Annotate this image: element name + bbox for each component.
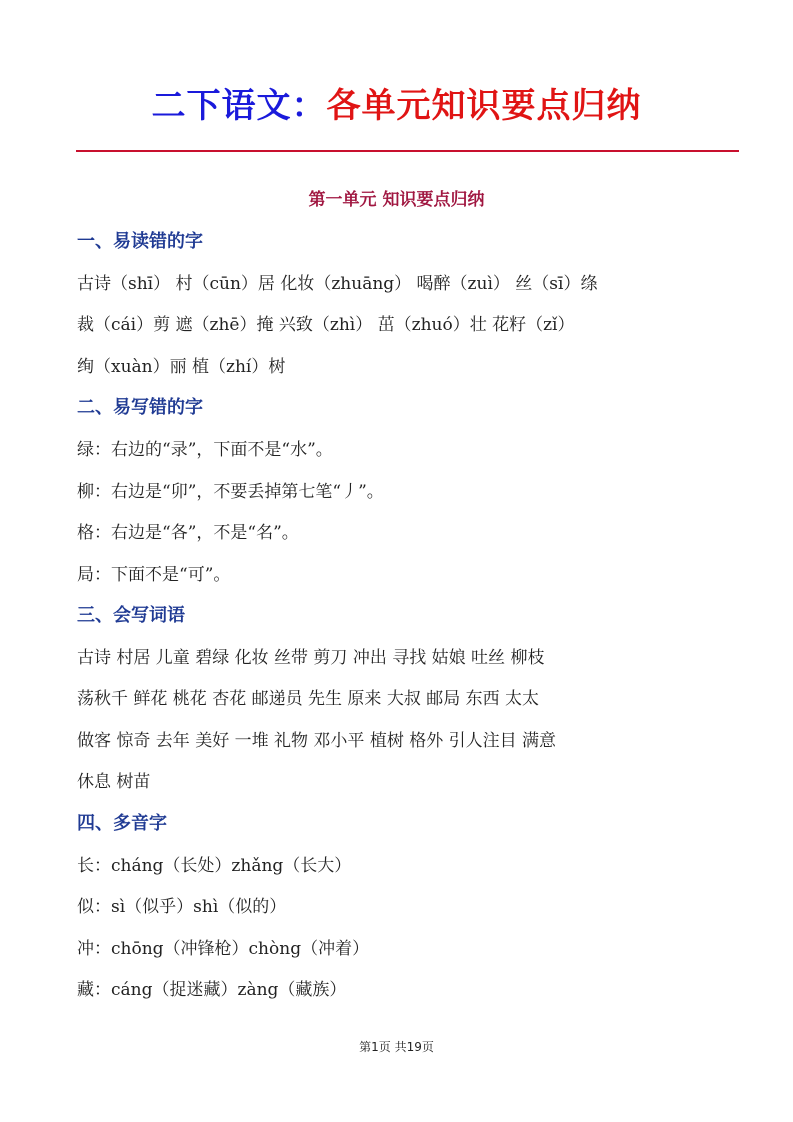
- title-divider: [76, 150, 739, 152]
- text-line: 做客 惊奇 去年 美好 一堆 礼物 邓小平 植树 格外 引人注目 满意: [77, 731, 557, 751]
- text-line: 格：右边是“各”，不是“名”。: [77, 523, 299, 543]
- section-heading-polyphones: 四、多音字: [77, 813, 167, 834]
- text-line: 似：sì（似乎）shì（似的）: [77, 897, 287, 917]
- text-line: 绿：右边的“录”，下面不是“水”。: [77, 440, 333, 460]
- page-number: 第1页 共19页: [359, 1040, 434, 1054]
- page-title: [0, 84, 793, 128]
- page-title-prefix: 二下语文：: [151, 86, 327, 126]
- text-line: 绚（xuàn）丽 植（zhí）树: [77, 357, 286, 377]
- section-heading-easy-misread: 一、易读错的字: [77, 231, 203, 252]
- text-line: 古诗（shī） 村（cūn）居 化妆（zhuāng） 喝醉（zuì） 丝（sī）绦: [77, 274, 598, 294]
- text-line: 荡秋千 鲜花 桃花 杏花 邮递员 先生 原来 大叔 邮局 东西 太太: [77, 689, 540, 709]
- section-heading-easy-miswrite: 二、易写错的字: [77, 397, 203, 418]
- text-line: 局：下面不是“可”。: [77, 565, 231, 585]
- text-line: 柳：右边是“卯”，不要丢掉第七笔“丿”。: [77, 482, 384, 502]
- text-line: 冲：chōng（冲锋枪）chòng（冲着）: [77, 939, 370, 959]
- text-line: 裁（cái）剪 遮（zhē）掩 兴致（zhì） 茁（zhuó）壮 花籽（zǐ）: [77, 315, 575, 335]
- text-line: 藏：cáng（捉迷藏）zàng（藏族）: [77, 980, 347, 1000]
- text-line: 长：cháng（长处）zhǎng（长大）: [77, 856, 352, 876]
- unit-title: 第一单元 知识要点归纳: [308, 190, 485, 210]
- page-title-main: 各单元知识要点归纳: [326, 86, 642, 126]
- text-line: 休息 树苗: [77, 772, 151, 792]
- text-line: 古诗 村居 儿童 碧绿 化妆 丝带 剪刀 冲出 寻找 姑娘 吐丝 柳枝: [77, 648, 545, 668]
- section-heading-vocabulary: 三、会写词语: [77, 605, 185, 626]
